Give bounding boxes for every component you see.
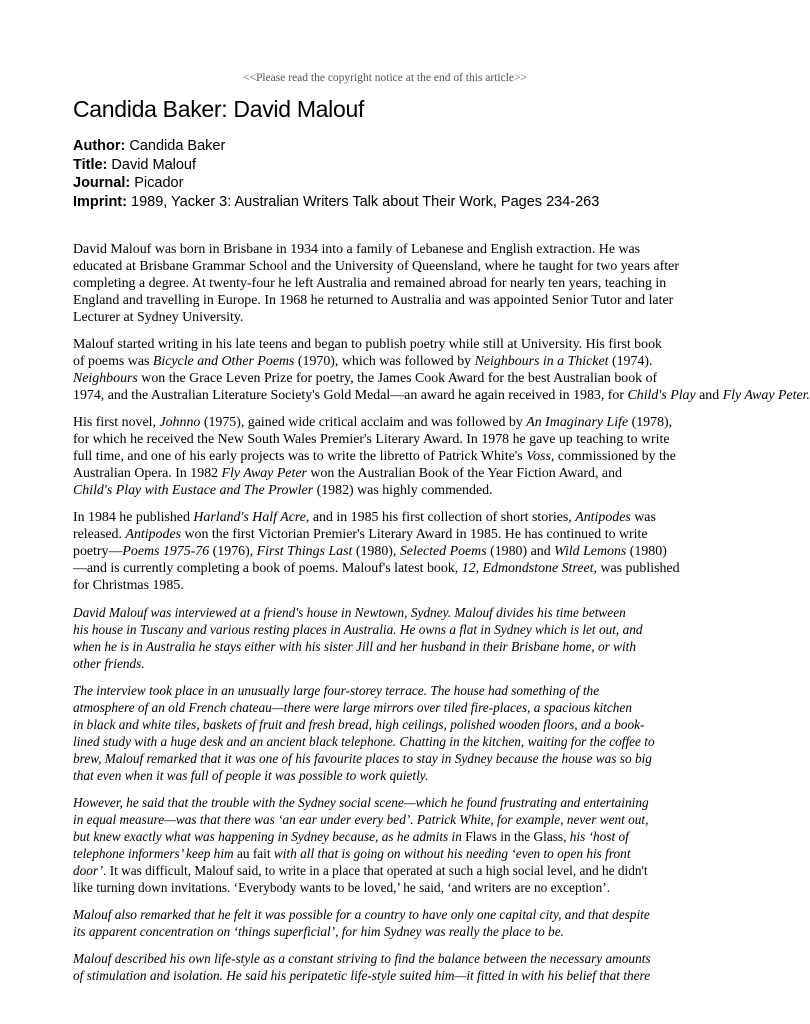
paragraph-novels (73, 414, 697, 499)
text-span: In 1984 he published (73, 510, 194, 525)
text-line: in equal measure—was that there was ‘an ear under every bed’. Patrick White, for example, never went out, (73, 812, 649, 827)
book-title: Harland's Half Acre, (193, 510, 310, 525)
book-title: Antipodes (125, 527, 182, 542)
book-title: Voss (526, 449, 551, 464)
paragraph-house-description (73, 682, 697, 784)
text-line (73, 863, 648, 878)
text-line: David Malouf was born in Brisbane in 1934 into a family of Lebanese and English extraction. He was (73, 242, 641, 257)
text-line (73, 388, 810, 403)
text-line: Lecturer at Sydney University. (73, 310, 244, 325)
book-title: Neighbours in a Thicket (474, 354, 609, 369)
book-title: Child's Play (627, 388, 696, 403)
text-span: (1982) was highly commended. (313, 483, 493, 498)
text-span: (1980) and (486, 544, 555, 559)
text-span: , his ‘host of (563, 829, 629, 844)
author-label: Author: (73, 138, 126, 154)
paragraph-interview-location (73, 604, 697, 672)
text-span: but knew exactly what was happening in Sydney because, as he admits in (73, 829, 466, 844)
imprint-value: 1989, Yacker 3: Australian Writers Talk about Their Work, Pages 234-263 (131, 193, 600, 210)
text-span: full time, and one of his early projects was to write the libretto of Patrick White's (73, 449, 527, 464)
imprint-line (73, 193, 599, 212)
text-line (73, 510, 656, 525)
text-span: door’ (73, 863, 104, 878)
text-line (73, 544, 667, 559)
text-span: (1976), (209, 544, 257, 559)
journal-value: Picador (134, 175, 184, 191)
book-title: Johnno (159, 415, 201, 430)
text-span: won the Grace Leven Prize for poetry, the James Cook Award for the best Australian book of (137, 371, 658, 386)
article-metadata (73, 137, 599, 211)
book-title: Selected Poems (399, 544, 487, 559)
text-span: 1974, and the Australian Literature Society's Gold Medal—an award he again received in 1983, for (73, 388, 628, 403)
text-line (73, 846, 631, 861)
text-span: (1975), gained wide critical acclaim and was followed by (200, 415, 527, 430)
text-span: (1980) (626, 544, 667, 559)
text-line (73, 354, 652, 369)
text-span: (1970), which was followed by (294, 354, 475, 369)
text-line: its apparent concentration on ‘things superficial’, for him Sydney was really the place to be. (73, 924, 564, 939)
text-line (73, 466, 622, 481)
book-title: Neighbours (73, 371, 138, 386)
paragraph-capital-city (73, 906, 697, 940)
author-value: Candida Baker (129, 138, 226, 154)
book-title: 12, Edmondstone Street, (461, 561, 597, 576)
author-line (73, 137, 599, 156)
book-title: Flaws in the Glass (465, 829, 564, 844)
imprint-label: Imprint: (73, 193, 127, 210)
title-label: Title: (73, 156, 108, 173)
title-value: David Malouf (111, 156, 197, 173)
text-line: brew, Malouf remarked that it was one of his favourite places to stay in Sydney because the house was so big (73, 751, 652, 766)
text-span: won the Australian Book of the Year Fiction Award, and (306, 466, 622, 481)
text-line: educated at Brisbane Grammar School and the University of Queensland, where he taught for two years after (73, 259, 679, 274)
text-span: was published (596, 561, 680, 576)
text-line: completing a degree. At twenty-four he left Australia and remained abroad for nearly ten years, teaching in (73, 276, 667, 291)
article-title: Candida Baker: David Malouf (73, 96, 365, 122)
text-span: (1980), (352, 544, 400, 559)
paragraph-later-works (73, 509, 697, 594)
paragraph-poetry (73, 336, 810, 404)
text-line: However, he said that the trouble with the Sydney social scene—which he found frustrating and entertaining (73, 795, 649, 810)
text-span: with all that is going on without his needing ‘even to open his front (270, 846, 631, 861)
text-span: and (695, 388, 723, 403)
book-title: Fly Away Peter (221, 466, 307, 481)
paragraph-sydney-social-scene (73, 794, 697, 896)
book-title: An Imaginary Life (526, 415, 629, 430)
text-span: was (630, 510, 656, 525)
text-line: Malouf started writing in his late teens and began to publish poetry while still at University. His first book (73, 337, 662, 352)
text-line: The interview took place in an unusually large four-storey terrace. The house had something of the (73, 683, 600, 698)
text-line (73, 483, 493, 498)
journal-label: Journal: (73, 175, 131, 191)
text-line: like turning down invitations. ‘Everybody wants to be loved,’ he said, ‘and writers are no exception’. (73, 880, 611, 895)
text-line: Malouf described his own life-style as a constant striving to find the balance between the necessary amounts (73, 951, 651, 966)
text-span: . It was difficult, Malouf said, to write in a place that operated at such a high social level, and he didn't (103, 863, 648, 878)
text-span: released. (73, 527, 126, 542)
book-title: Fly Away Peter. (722, 388, 810, 403)
paragraph-lifestyle (73, 950, 697, 984)
text-line (73, 829, 629, 844)
text-line (73, 449, 676, 464)
text-line (73, 561, 680, 576)
text-line: David Malouf was interviewed at a friend's house in Newtown, Sydney. Malouf divides his time between (73, 605, 626, 620)
text-span: and in 1985 his first collection of short stories, (309, 510, 576, 525)
book-title: Child's Play with Eustace and The Prowler (73, 483, 314, 498)
book-title: Wild Lemons (554, 544, 627, 559)
text-line: atmosphere of an old French chateau—there were large mirrors over tiled fire-places, a spacious kitchen (73, 700, 632, 715)
article-body (73, 241, 810, 994)
book-title: Poems 1975-76 (122, 544, 210, 559)
text-line: that even when it was full of people it was possible to work quietly. (73, 768, 429, 783)
text-line: other friends. (73, 656, 145, 671)
text-line: in black and white tiles, baskets of fruit and fresh bread, high ceilings, polished wooden floors, and a book- (73, 717, 645, 732)
text-line: when he is in Australia he stays either with his sister Jill and her husband in their Brisbane home, or with (73, 639, 637, 654)
text-span: (1978), (628, 415, 673, 430)
text-span: (1974). (608, 354, 653, 369)
text-line: lined study with a huge desk and an ancient black telephone. Chatting in the kitchen, waiting for the coffee to (73, 734, 655, 749)
copyright-notice: <<Please read the copyright notice at the end of this article>> (243, 72, 527, 84)
text-span: won the first Victorian Premier's Literary Award in 1985. He has continued to write (181, 527, 648, 542)
text-span: au fait (236, 846, 271, 861)
text-span: Australian Opera. In 1982 (73, 466, 222, 481)
text-line: England and travelling in Europe. In 1968 he returned to Australia and was appointed Senior Tutor and later (73, 293, 674, 308)
text-span: poetry— (73, 544, 123, 559)
book-title: Antipodes (575, 510, 631, 525)
text-span: His first novel, (73, 415, 160, 430)
text-line: his house in Tuscany and various resting places in Australia. He owns a flat in Sydney which is let out, and (73, 622, 643, 637)
book-title: First Things Last (256, 544, 353, 559)
text-line: for Christmas 1985. (73, 578, 184, 593)
text-line: of stimulation and isolation. He said his peripatetic life-style suited him—it fitted in with his belief that there (73, 968, 651, 983)
book-title: Bicycle and Other Poems (152, 354, 295, 369)
title-line (73, 156, 599, 175)
journal-line (73, 174, 599, 193)
text-span: of poems was (73, 354, 153, 369)
text-line (73, 371, 657, 386)
paragraph-biography (73, 241, 697, 326)
text-span: —and is currently completing a book of poems. Malouf's latest book, (73, 561, 462, 576)
text-line (73, 415, 672, 430)
text-line: for which he received the New South Wales Premier's Literary Award. In 1978 he gave up teaching to write (73, 432, 670, 447)
text-line: Malouf also remarked that he felt it was possible for a country to have only one capital city, and that despite (73, 907, 650, 922)
text-line (73, 527, 648, 542)
text-span: , commissioned by the (550, 449, 676, 464)
text-span: telephone informers’ keep him (73, 846, 237, 861)
